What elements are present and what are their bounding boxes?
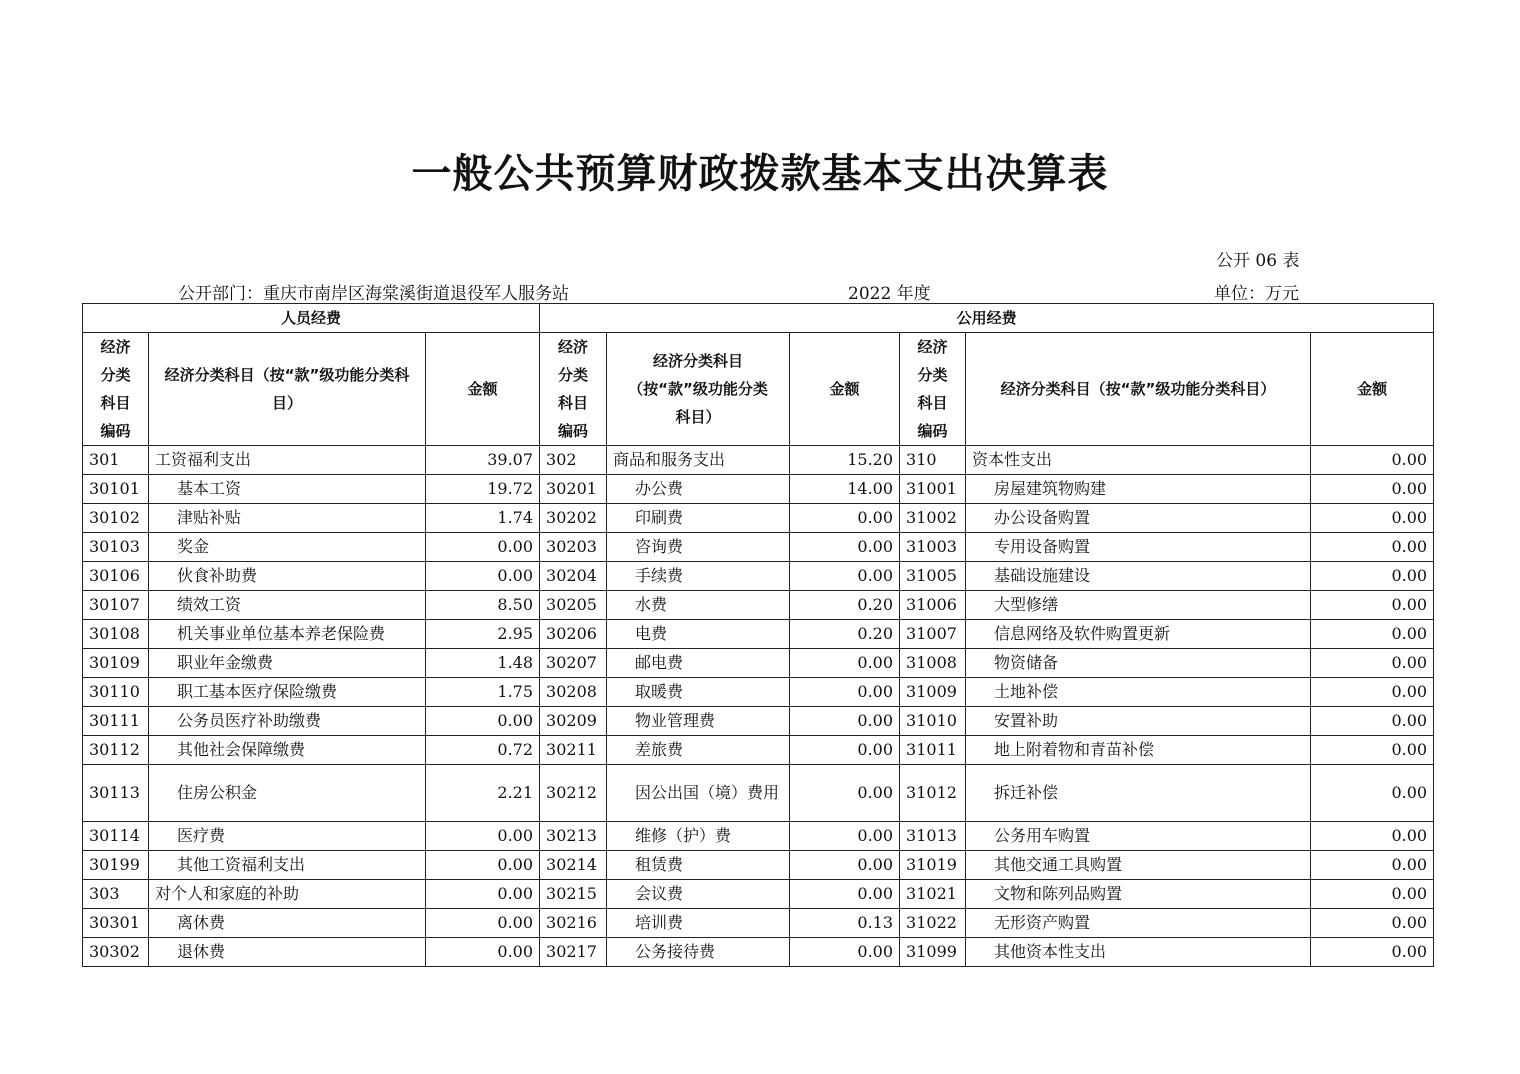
- unit-label: 单位：万元: [1214, 284, 1299, 304]
- name-cell: 职业年金缴费: [149, 649, 426, 678]
- amount-cell: 0.00: [1311, 562, 1434, 591]
- amount-cell: 0.00: [426, 533, 540, 562]
- table-row: [83, 591, 1434, 620]
- table-row: [83, 649, 1434, 678]
- table-row: [83, 851, 1434, 880]
- name-cell: 对个人和家庭的补助: [149, 880, 426, 909]
- name-cell: 信息网络及软件购置更新: [966, 620, 1311, 649]
- name-cell: 培训费: [607, 909, 790, 938]
- table-row: [83, 707, 1434, 736]
- table-row: [83, 880, 1434, 909]
- amount-cell: 0.00: [1311, 880, 1434, 909]
- name-cell: 取暖费: [607, 678, 790, 707]
- form-number: 公开 06 表: [1216, 251, 1300, 271]
- name-cell: 退休费: [149, 938, 426, 967]
- amount-cell: 0.00: [1311, 504, 1434, 533]
- code-cell: 31003: [900, 533, 966, 562]
- code-cell: 30204: [540, 562, 607, 591]
- code-cell: 31002: [900, 504, 966, 533]
- table-row: [83, 736, 1434, 765]
- department-label: 公开部门：重庆市南岸区海棠溪街道退役军人服务站: [178, 284, 569, 304]
- code-cell: 31010: [900, 707, 966, 736]
- amount-cell: 2.95: [426, 620, 540, 649]
- amount-cell: 0.00: [790, 880, 900, 909]
- name-cell: 办公设备购置: [966, 504, 1311, 533]
- amount-cell: 39.07: [426, 446, 540, 475]
- code-cell: 31008: [900, 649, 966, 678]
- amount-cell: 0.00: [790, 533, 900, 562]
- header-code: 经济 分类 科目 编码: [83, 333, 149, 446]
- header-code: 经济 分类 科目 编码: [900, 333, 966, 446]
- name-cell: 因公出国（境）费用: [607, 765, 790, 822]
- name-cell: 机关事业单位基本养老保险费: [149, 620, 426, 649]
- table-row: [83, 909, 1434, 938]
- code-cell: 30216: [540, 909, 607, 938]
- code-cell: 30215: [540, 880, 607, 909]
- amount-cell: 0.00: [1311, 822, 1434, 851]
- name-cell: 其他交通工具购置: [966, 851, 1311, 880]
- code-cell: 310: [900, 446, 966, 475]
- amount-cell: 0.00: [426, 909, 540, 938]
- code-cell: 31021: [900, 880, 966, 909]
- amount-cell: 0.00: [790, 649, 900, 678]
- code-cell: 30211: [540, 736, 607, 765]
- code-cell: 30207: [540, 649, 607, 678]
- code-cell: 30109: [83, 649, 149, 678]
- name-cell: 印刷费: [607, 504, 790, 533]
- amount-cell: 0.00: [1311, 707, 1434, 736]
- name-cell: 住房公积金: [149, 765, 426, 822]
- code-cell: 30108: [83, 620, 149, 649]
- name-cell: 安置补助: [966, 707, 1311, 736]
- code-cell: 30110: [83, 678, 149, 707]
- code-cell: 30209: [540, 707, 607, 736]
- amount-cell: 0.00: [790, 707, 900, 736]
- name-cell: 电费: [607, 620, 790, 649]
- amount-cell: 0.00: [790, 851, 900, 880]
- code-cell: 31011: [900, 736, 966, 765]
- code-cell: 31001: [900, 475, 966, 504]
- amount-cell: 0.00: [790, 504, 900, 533]
- name-cell: 维修（护）费: [607, 822, 790, 851]
- name-cell: 资本性支出: [966, 446, 1311, 475]
- amount-cell: 0.00: [426, 707, 540, 736]
- name-cell: 会议费: [607, 880, 790, 909]
- table-row: [83, 562, 1434, 591]
- name-cell: 奖金: [149, 533, 426, 562]
- name-cell: 物资储备: [966, 649, 1311, 678]
- name-cell: 公务用车购置: [966, 822, 1311, 851]
- amount-cell: 0.00: [1311, 678, 1434, 707]
- amount-cell: 0.72: [426, 736, 540, 765]
- name-cell: 专用设备购置: [966, 533, 1311, 562]
- header-name: 经济分类科目（按“款”级功能分类科目）: [149, 333, 426, 446]
- amount-cell: 0.00: [1311, 765, 1434, 822]
- code-cell: 303: [83, 880, 149, 909]
- table-row: [83, 620, 1434, 649]
- name-cell: 津贴补贴: [149, 504, 426, 533]
- amount-cell: 15.20: [790, 446, 900, 475]
- name-cell: 伙食补助费: [149, 562, 426, 591]
- code-cell: 30208: [540, 678, 607, 707]
- name-cell: 公务员医疗补助缴费: [149, 707, 426, 736]
- name-cell: 房屋建筑物购建: [966, 475, 1311, 504]
- amount-cell: 0.00: [1311, 736, 1434, 765]
- amount-cell: 0.00: [1311, 620, 1434, 649]
- amount-cell: 8.50: [426, 591, 540, 620]
- table-row: [83, 822, 1434, 851]
- amount-cell: 14.00: [790, 475, 900, 504]
- amount-cell: 0.00: [1311, 533, 1434, 562]
- name-cell: 绩效工资: [149, 591, 426, 620]
- table-row: [83, 533, 1434, 562]
- amount-cell: 0.00: [1311, 591, 1434, 620]
- header-amount: 金额: [790, 333, 900, 446]
- code-cell: 30206: [540, 620, 607, 649]
- table-row: [83, 765, 1434, 822]
- name-cell: 其他社会保障缴费: [149, 736, 426, 765]
- header-amount: 金额: [426, 333, 540, 446]
- group-personnel: 人员经费: [83, 304, 540, 333]
- amount-cell: 0.00: [790, 765, 900, 822]
- expenditure-table: [82, 303, 1434, 967]
- header-code: 经济 分类 科目 编码: [540, 333, 607, 446]
- code-cell: 31099: [900, 938, 966, 967]
- fiscal-year: 2022 年度: [848, 284, 931, 304]
- amount-cell: 0.00: [426, 562, 540, 591]
- code-cell: 30103: [83, 533, 149, 562]
- name-cell: 地上附着物和青苗补偿: [966, 736, 1311, 765]
- amount-cell: 2.21: [426, 765, 540, 822]
- code-cell: 30101: [83, 475, 149, 504]
- name-cell: 土地补偿: [966, 678, 1311, 707]
- code-cell: 30106: [83, 562, 149, 591]
- code-cell: 30212: [540, 765, 607, 822]
- code-cell: 31007: [900, 620, 966, 649]
- name-cell: 拆迁补偿: [966, 765, 1311, 822]
- name-cell: 公务接待费: [607, 938, 790, 967]
- code-cell: 30214: [540, 851, 607, 880]
- amount-cell: 0.00: [790, 736, 900, 765]
- code-cell: 30112: [83, 736, 149, 765]
- amount-cell: 0.00: [426, 880, 540, 909]
- amount-cell: 0.13: [790, 909, 900, 938]
- name-cell: 其他资本性支出: [966, 938, 1311, 967]
- name-cell: 基础设施建设: [966, 562, 1311, 591]
- code-cell: 30205: [540, 591, 607, 620]
- amount-cell: 0.20: [790, 591, 900, 620]
- name-cell: 无形资产购置: [966, 909, 1311, 938]
- name-cell: 工资福利支出: [149, 446, 426, 475]
- code-cell: 30203: [540, 533, 607, 562]
- code-cell: 30199: [83, 851, 149, 880]
- name-cell: 医疗费: [149, 822, 426, 851]
- name-cell: 基本工资: [149, 475, 426, 504]
- name-cell: 手续费: [607, 562, 790, 591]
- table-row: [83, 938, 1434, 967]
- code-cell: 31019: [900, 851, 966, 880]
- header-name: 经济分类科目（按“款”级功能分类科目）: [607, 333, 790, 446]
- name-cell: 文物和陈列品购置: [966, 880, 1311, 909]
- name-cell: 商品和服务支出: [607, 446, 790, 475]
- group-public: 公用经费: [540, 304, 1434, 333]
- name-cell: 职工基本医疗保险缴费: [149, 678, 426, 707]
- name-cell: 水费: [607, 591, 790, 620]
- table-row: [83, 504, 1434, 533]
- name-cell: 咨询费: [607, 533, 790, 562]
- header-name: 经济分类科目（按“款”级功能分类科目）: [966, 333, 1311, 446]
- amount-cell: 0.00: [790, 938, 900, 967]
- page-title: 一般公共预算财政拨款基本支出决算表: [411, 150, 1109, 197]
- amount-cell: 1.75: [426, 678, 540, 707]
- code-cell: 30202: [540, 504, 607, 533]
- name-cell: 大型修缮: [966, 591, 1311, 620]
- code-cell: 302: [540, 446, 607, 475]
- code-cell: 31009: [900, 678, 966, 707]
- table-row: [83, 475, 1434, 504]
- amount-cell: 0.00: [426, 938, 540, 967]
- table-body: [83, 446, 1434, 967]
- amount-cell: 0.00: [1311, 475, 1434, 504]
- code-cell: 30301: [83, 909, 149, 938]
- code-cell: 31012: [900, 765, 966, 822]
- name-cell: 物业管理费: [607, 707, 790, 736]
- amount-cell: 0.20: [790, 620, 900, 649]
- code-cell: 30102: [83, 504, 149, 533]
- code-cell: 30217: [540, 938, 607, 967]
- table-row: [83, 678, 1434, 707]
- name-cell: 差旅费: [607, 736, 790, 765]
- code-cell: 31006: [900, 591, 966, 620]
- code-cell: 31013: [900, 822, 966, 851]
- amount-cell: 0.00: [790, 678, 900, 707]
- code-cell: 30114: [83, 822, 149, 851]
- name-cell: 离休费: [149, 909, 426, 938]
- name-cell: 邮电费: [607, 649, 790, 678]
- amount-cell: 0.00: [790, 822, 900, 851]
- header-amount: 金额: [1311, 333, 1434, 446]
- amount-cell: 0.00: [426, 822, 540, 851]
- code-cell: 30213: [540, 822, 607, 851]
- amount-cell: 0.00: [1311, 851, 1434, 880]
- code-cell: 30201: [540, 475, 607, 504]
- amount-cell: 19.72: [426, 475, 540, 504]
- code-cell: 31005: [900, 562, 966, 591]
- code-cell: 30107: [83, 591, 149, 620]
- amount-cell: 0.00: [1311, 446, 1434, 475]
- code-cell: 30113: [83, 765, 149, 822]
- name-cell: 办公费: [607, 475, 790, 504]
- name-cell: 其他工资福利支出: [149, 851, 426, 880]
- code-cell: 30302: [83, 938, 149, 967]
- amount-cell: 0.00: [1311, 649, 1434, 678]
- amount-cell: 0.00: [790, 562, 900, 591]
- code-cell: 31022: [900, 909, 966, 938]
- amount-cell: 1.74: [426, 504, 540, 533]
- amount-cell: 0.00: [1311, 938, 1434, 967]
- name-cell: 租赁费: [607, 851, 790, 880]
- table-row: [83, 446, 1434, 475]
- code-cell: 30111: [83, 707, 149, 736]
- amount-cell: 1.48: [426, 649, 540, 678]
- amount-cell: 0.00: [1311, 909, 1434, 938]
- amount-cell: 0.00: [426, 851, 540, 880]
- code-cell: 301: [83, 446, 149, 475]
